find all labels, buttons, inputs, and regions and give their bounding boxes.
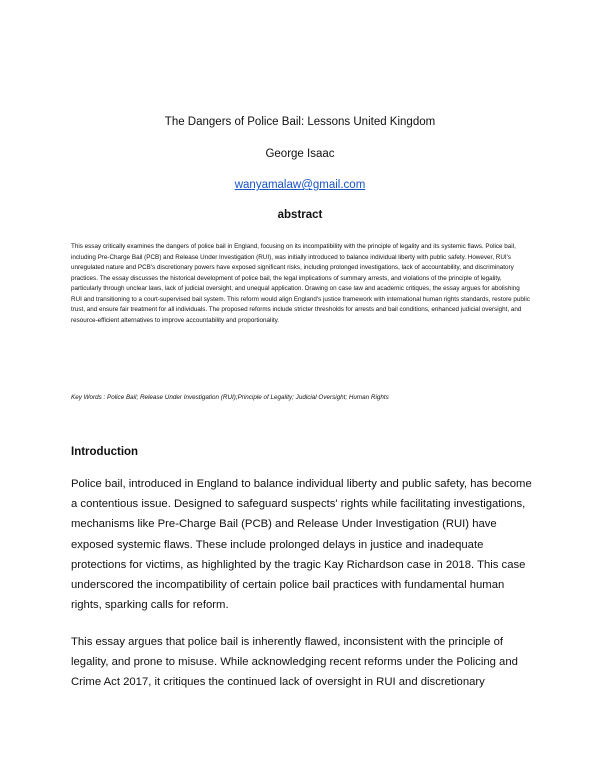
abstract-heading: abstract	[277, 209, 323, 221]
paper-title: The Dangers of Police Bail: Lessons United Kingdom	[164, 116, 436, 128]
introduction-paragraph-1: Police bail, introduced in England to balance individual liberty and public safety, has become a contentious issue. Designed to safeguard suspects' rights while facilitating investigations, mechanisms like Pre-Charge Bail (PCB) and Release Under Investigation (RUI) have exposed systemic flaws. These include prolonged delays in justice and inadequate protections for victims, as highlighted by the tragic Kay Richardson case in 2018. This case underscored the incompatibility of certain police bail practices with fundamental human rights, sparking calls for reform.	[71, 478, 532, 612]
introduction-paragraph-2: This essay argues that police bail is inherently flawed, inconsistent with the principle of legality, and prone to misuse. While acknowledging recent reforms under the Policing and Crime Act 2017, it critiques the continued lack of oversight in RUI and discretionary	[71, 636, 518, 689]
author-email-line	[0, 177, 600, 193]
abstract-body: This essay critically examines the dangers of police bail in England, focusing on its incompatibility with the principle of legality and its systemic flaws. Police bail, including Pre-Charge Bail (PCB) and Release Under Investigation (RUI), was initially introduced to balance individual liberty with public safety. However, RUI's unregulated nature and PCB's discretionary powers have exposed significant risks, including prolonged investigations, lack of accountability, and discriminatory practices. The essay discusses the historical development of police bail, the legal implications of summary arrests, and violations of the principle of legality, particularly through unclear laws, lack of judicial oversight, and unequal application. Drawing on case law and academic critiques, the essay argues for abolishing RUI and transitioning to a court-supervised bail system. This reform would align England's justice framework with international human rights standards, restore public trust, and ensure fair treatment for all individuals. The proposed reforms include stricter thresholds for arrests and bail conditions, enhanced judicial oversight, and resource-efficient alternatives to improve accountability and proportionality.	[71, 243, 530, 324]
author-name: George Isaac	[265, 148, 335, 160]
author-email-link[interactable]: wanyamalaw@gmail.com	[234, 179, 366, 191]
keywords: Key Words : Police Bail; Release Under Investigation (RUI);Principle of Legality; Judicial Oversight; Human Rights	[71, 394, 389, 401]
introduction-heading: Introduction	[71, 446, 139, 458]
